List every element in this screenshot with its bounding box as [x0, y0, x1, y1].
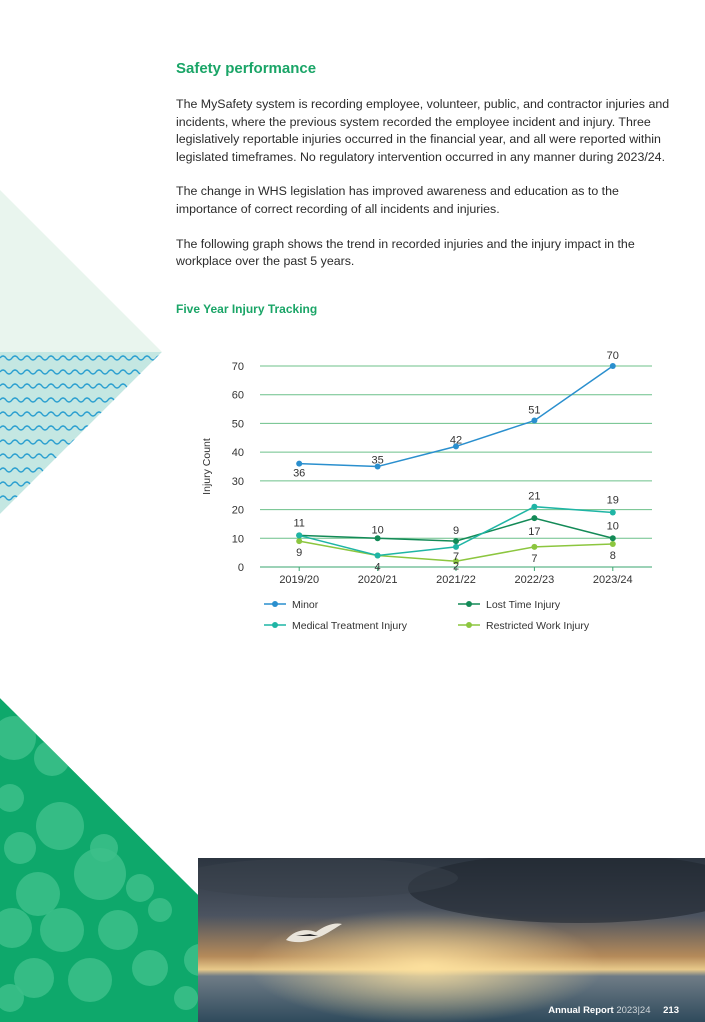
legend-swatch-dot — [466, 601, 472, 607]
data-point — [610, 541, 616, 547]
y-tick-label: 70 — [231, 361, 244, 373]
legend-swatch-dot — [466, 622, 472, 628]
paragraph-whs-legislation: The change in WHS legislation has improved awareness and education as to the importance of correct recording of all incidents and injuries. — [176, 184, 619, 216]
data-point — [610, 535, 616, 541]
data-label: 8 — [609, 550, 616, 563]
y-tick-label: 40 — [231, 447, 244, 460]
data-point — [296, 461, 302, 467]
paragraph-mysafety: The MySafety system is recording employee, volunteer, public, and contractor injuries and incidents, where the previous system recorded the employee incident and injury. Three legislatively reportable injuries occurred in the financial year, and all were reported within legislated timeframes. No regulatory intervention occurred in any manner during 2023/24. — [176, 97, 670, 164]
data-label: 21 — [528, 490, 541, 503]
y-tick-label: 50 — [231, 418, 244, 431]
text-content — [176, 60, 676, 288]
data-point — [453, 538, 459, 544]
legend-swatch-dot — [272, 601, 278, 607]
data-point — [296, 538, 302, 544]
page-number: 213 — [663, 1005, 679, 1016]
data-label: 51 — [528, 404, 541, 417]
x-tick-label: 2021/22 — [436, 574, 476, 586]
data-point — [296, 532, 302, 538]
injury-line-chart — [190, 342, 660, 642]
data-label: 19 — [606, 494, 619, 507]
data-label: 70 — [606, 350, 619, 362]
footer — [548, 1005, 679, 1016]
ocean-sunset-photo — [198, 858, 705, 1022]
dot — [68, 958, 112, 1002]
y-tick-label: 60 — [231, 389, 244, 402]
x-tick-label: 2023/24 — [592, 574, 633, 586]
dot — [98, 910, 138, 950]
data-label: 7 — [531, 552, 538, 565]
legend-label: Minor — [292, 599, 319, 611]
dot — [132, 950, 168, 986]
data-label: 35 — [371, 454, 384, 467]
footer-report-title: Annual Report — [548, 1005, 614, 1016]
data-point — [531, 504, 537, 510]
dot — [36, 802, 84, 850]
y-tick-label: 10 — [231, 533, 244, 546]
y-axis-label: Injury Count — [201, 438, 213, 495]
legend-label: Medical Treatment Injury — [292, 620, 407, 632]
data-label: 7 — [452, 550, 460, 563]
legend-label: Restricted Work Injury — [486, 620, 590, 632]
chart-title: Five Year Injury Tracking — [176, 302, 318, 316]
x-tick-label: 2022/23 — [514, 574, 555, 586]
data-label: 2 — [452, 560, 460, 573]
data-label: 11 — [293, 517, 305, 530]
x-tick-label: 2020/21 — [357, 574, 398, 586]
y-tick-label: 30 — [231, 475, 244, 488]
data-point — [453, 544, 459, 550]
section-heading: Safety performance — [176, 60, 317, 77]
dot — [174, 986, 198, 1010]
data-point — [531, 515, 537, 521]
data-point — [375, 553, 381, 559]
data-label: 10 — [606, 520, 619, 533]
data-point — [531, 418, 537, 424]
data-label: 36 — [293, 467, 306, 480]
data-label: 42 — [449, 434, 463, 447]
y-tick-label: 0 — [237, 562, 244, 574]
data-label: 9 — [296, 547, 303, 560]
legend-swatch-dot — [272, 622, 278, 628]
data-point — [610, 363, 616, 369]
data-label: 9 — [452, 525, 460, 538]
data-label: 4 — [374, 561, 381, 574]
dot — [4, 832, 36, 864]
dot — [126, 874, 154, 902]
legend-label: Lost Time Injury — [486, 599, 561, 611]
data-point — [610, 509, 616, 515]
footer-report-year: 2023|24 — [616, 1005, 651, 1016]
data-label: 10 — [371, 524, 384, 537]
paragraph-graph-intro: The following graph shows the trend in recorded injuries and the injury impact in the workplace over the past 5 years. — [176, 236, 635, 269]
x-tick-label: 2019/20 — [279, 574, 320, 586]
series-line — [299, 366, 613, 467]
dot — [74, 848, 126, 900]
dot — [40, 908, 84, 952]
y-tick-label: 20 — [231, 504, 244, 517]
data-point — [531, 544, 537, 550]
dot — [148, 898, 172, 922]
decorative-waves — [0, 352, 162, 514]
dot — [16, 872, 60, 916]
data-label: 17 — [528, 526, 541, 539]
